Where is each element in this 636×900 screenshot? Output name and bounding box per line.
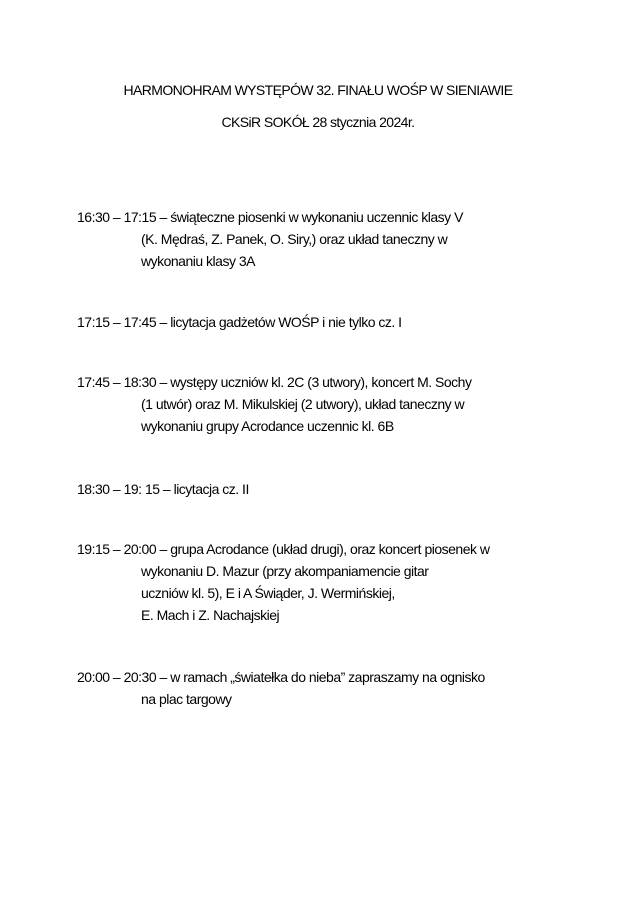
document-title: HARMONOHRAM WYSTĘPÓW 32. FINAŁU WOŚP W SIENIAWIE [123,82,513,98]
entry-line: 18:30 – 19: 15 – licytacja cz. II [77,481,249,497]
entry-line: wykonaniu grupy Acrodance uczennic kl. 6B [141,418,394,434]
schedule-entry [77,666,485,710]
entry-line: (K. Mędraś, Z. Panek, O. Siry,) oraz układ taneczny w [141,231,448,247]
schedule-entry [77,311,402,333]
entry-line: (1 utwór) oraz M. Mikulskiej (2 utwory), układ taneczny w [141,396,465,412]
entry-line: na plac targowy [141,691,232,707]
entry-line: 19:15 – 20:00 – grupa Acrodance (układ drugi), oraz koncert piosenek w [77,541,490,557]
entry-line: 17:15 – 17:45 – licytacja gadżetów WOŚP i nie tylko cz. I [77,314,402,330]
schedule-entry [77,478,249,500]
document-subtitle: CKSiR SOKÓŁ 28 stycznia 2024r. [221,114,415,130]
entry-line: 16:30 – 17:15 – świąteczne piosenki w wykonaniu uczennic klasy V [77,209,463,225]
schedule-entry [77,206,463,272]
entry-line: wykonaniu klasy 3A [141,253,255,269]
entry-line: wykonaniu D. Mazur (przy akompaniamencie gitar [141,563,429,579]
entry-line: E. Mach i Z. Nachajskiej [141,607,280,623]
entry-line: uczniów kl. 5), E i A Świąder, J. Wermińskiej, [141,585,395,601]
schedule-entry [77,538,490,626]
entry-line: 20:00 – 20:30 – w ramach „światełka do nieba” zapraszamy na ognisko [77,669,485,685]
schedule-entry [77,371,471,437]
entry-line: 17:45 – 18:30 – występy uczniów kl. 2C (3 utwory), koncert M. Sochy [77,374,472,390]
